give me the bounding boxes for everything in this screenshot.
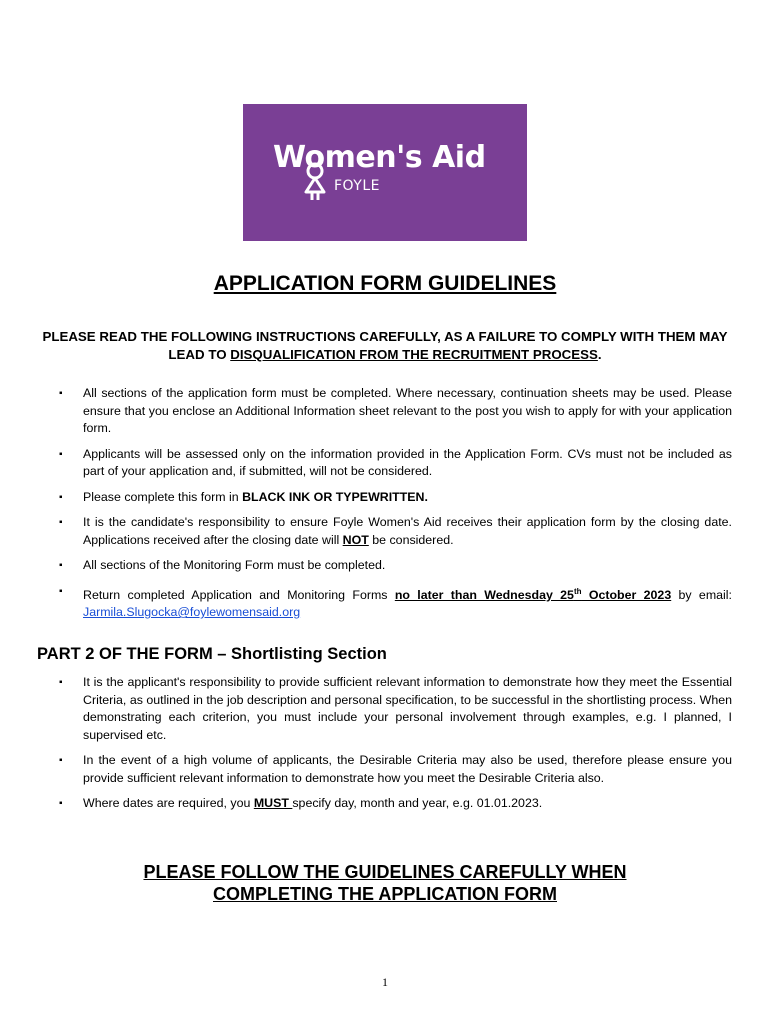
logo-sub-text: FOYLE <box>334 178 381 194</box>
shortlisting-list <box>56 674 732 821</box>
logo-brand-text: Women's Aid <box>273 140 486 175</box>
list-item-emphasis: NOT <box>342 532 369 547</box>
list-item-emphasis: MUST <box>253 796 293 810</box>
list-item-text: specify day, month and year, e.g. 01.01.2023. <box>292 796 543 810</box>
warning-end: . <box>597 347 602 362</box>
list-item-text: Applicants will be assessed only on the information provided in the Application Form. CVs must not be included as part of your application and, if submitted, will not be considered. <box>83 446 732 478</box>
list-item-text: In the event of a high volume of applicants, the Desirable Criteria may also be used, therefore please ensure you provide sufficient relevant information to demonstrate how you meet the Desirable Criteria also. <box>83 753 732 785</box>
deadline-text <box>395 588 671 602</box>
warning-disqualification: DISQUALIFICATION FROM THE RECRUITMENT PROCESS <box>230 347 598 362</box>
list-item-text: It is the candidate's responsibility to ensure Foyle Women's Aid receives their application form by the closing date. Applications received after the closing date will <box>83 515 732 547</box>
warning-instructions <box>40 328 730 364</box>
list-item-text: All sections of the Monitoring Form must be completed. <box>83 558 386 572</box>
list-item <box>56 385 732 438</box>
warning-text: PLEASE READ THE FOLLOWING INSTRUCTIONS CAREFULLY, AS A FAILURE TO COMPLY WITH THEM MAY LEAD TO <box>42 329 728 362</box>
list-item <box>56 752 732 787</box>
list-item-text: be considered. <box>368 532 454 547</box>
guidelines-list <box>56 385 732 630</box>
deadline-ordinal: th <box>573 586 582 596</box>
list-item-emphasis: BLACK INK OR TYPEWRITTEN. <box>242 489 428 504</box>
page-number: 1 <box>382 975 388 989</box>
list-item-text: by email: <box>671 587 732 602</box>
deadline-part: no later than Wednesday 25 <box>394 587 574 602</box>
page-title: APPLICATION FORM GUIDELINES <box>213 272 557 295</box>
list-item <box>56 674 732 744</box>
womens-aid-logo <box>243 104 527 241</box>
list-item-text: All sections of the application form must be completed. Where necessary, continuation sheets may be used. Please ensure that you enclose an Additional Information sheet relevant to the post you wish to apply for with your application form. <box>83 386 732 435</box>
list-item-text: Please complete this form in <box>83 489 243 504</box>
closing-line-1: PLEASE FOLLOW THE GUIDELINES CAREFULLY WHEN <box>143 862 627 882</box>
part2-heading: PART 2 OF THE FORM – Shortlisting Section <box>37 645 387 663</box>
list-item <box>56 514 732 549</box>
list-item <box>56 795 732 813</box>
list-item-text: It is the applicant's responsibility to provide sufficient relevant information to demonstrate how they meet the Essential Criteria, as outlined in the job description and personal specification, to be successful in the shortlisting process. When demonstrating each criterion, you must include your personal involvement through examples, e.g. I planned, I supervised etc. <box>83 675 732 742</box>
list-item <box>56 583 732 622</box>
logo-figure-icon <box>303 162 327 202</box>
closing-line-2: COMPLETING THE APPLICATION FORM <box>213 884 557 904</box>
deadline-part: October 2023 <box>581 587 672 602</box>
list-item <box>56 557 732 575</box>
list-item <box>56 446 732 481</box>
list-item <box>56 489 732 507</box>
email-link[interactable]: Jarmila.Slugocka@foylewomensaid.org <box>83 605 301 620</box>
closing-instruction <box>0 861 770 905</box>
list-item-text: Return completed Application and Monitoring Forms <box>83 587 395 602</box>
list-item-text: Where dates are required, you <box>83 796 254 810</box>
